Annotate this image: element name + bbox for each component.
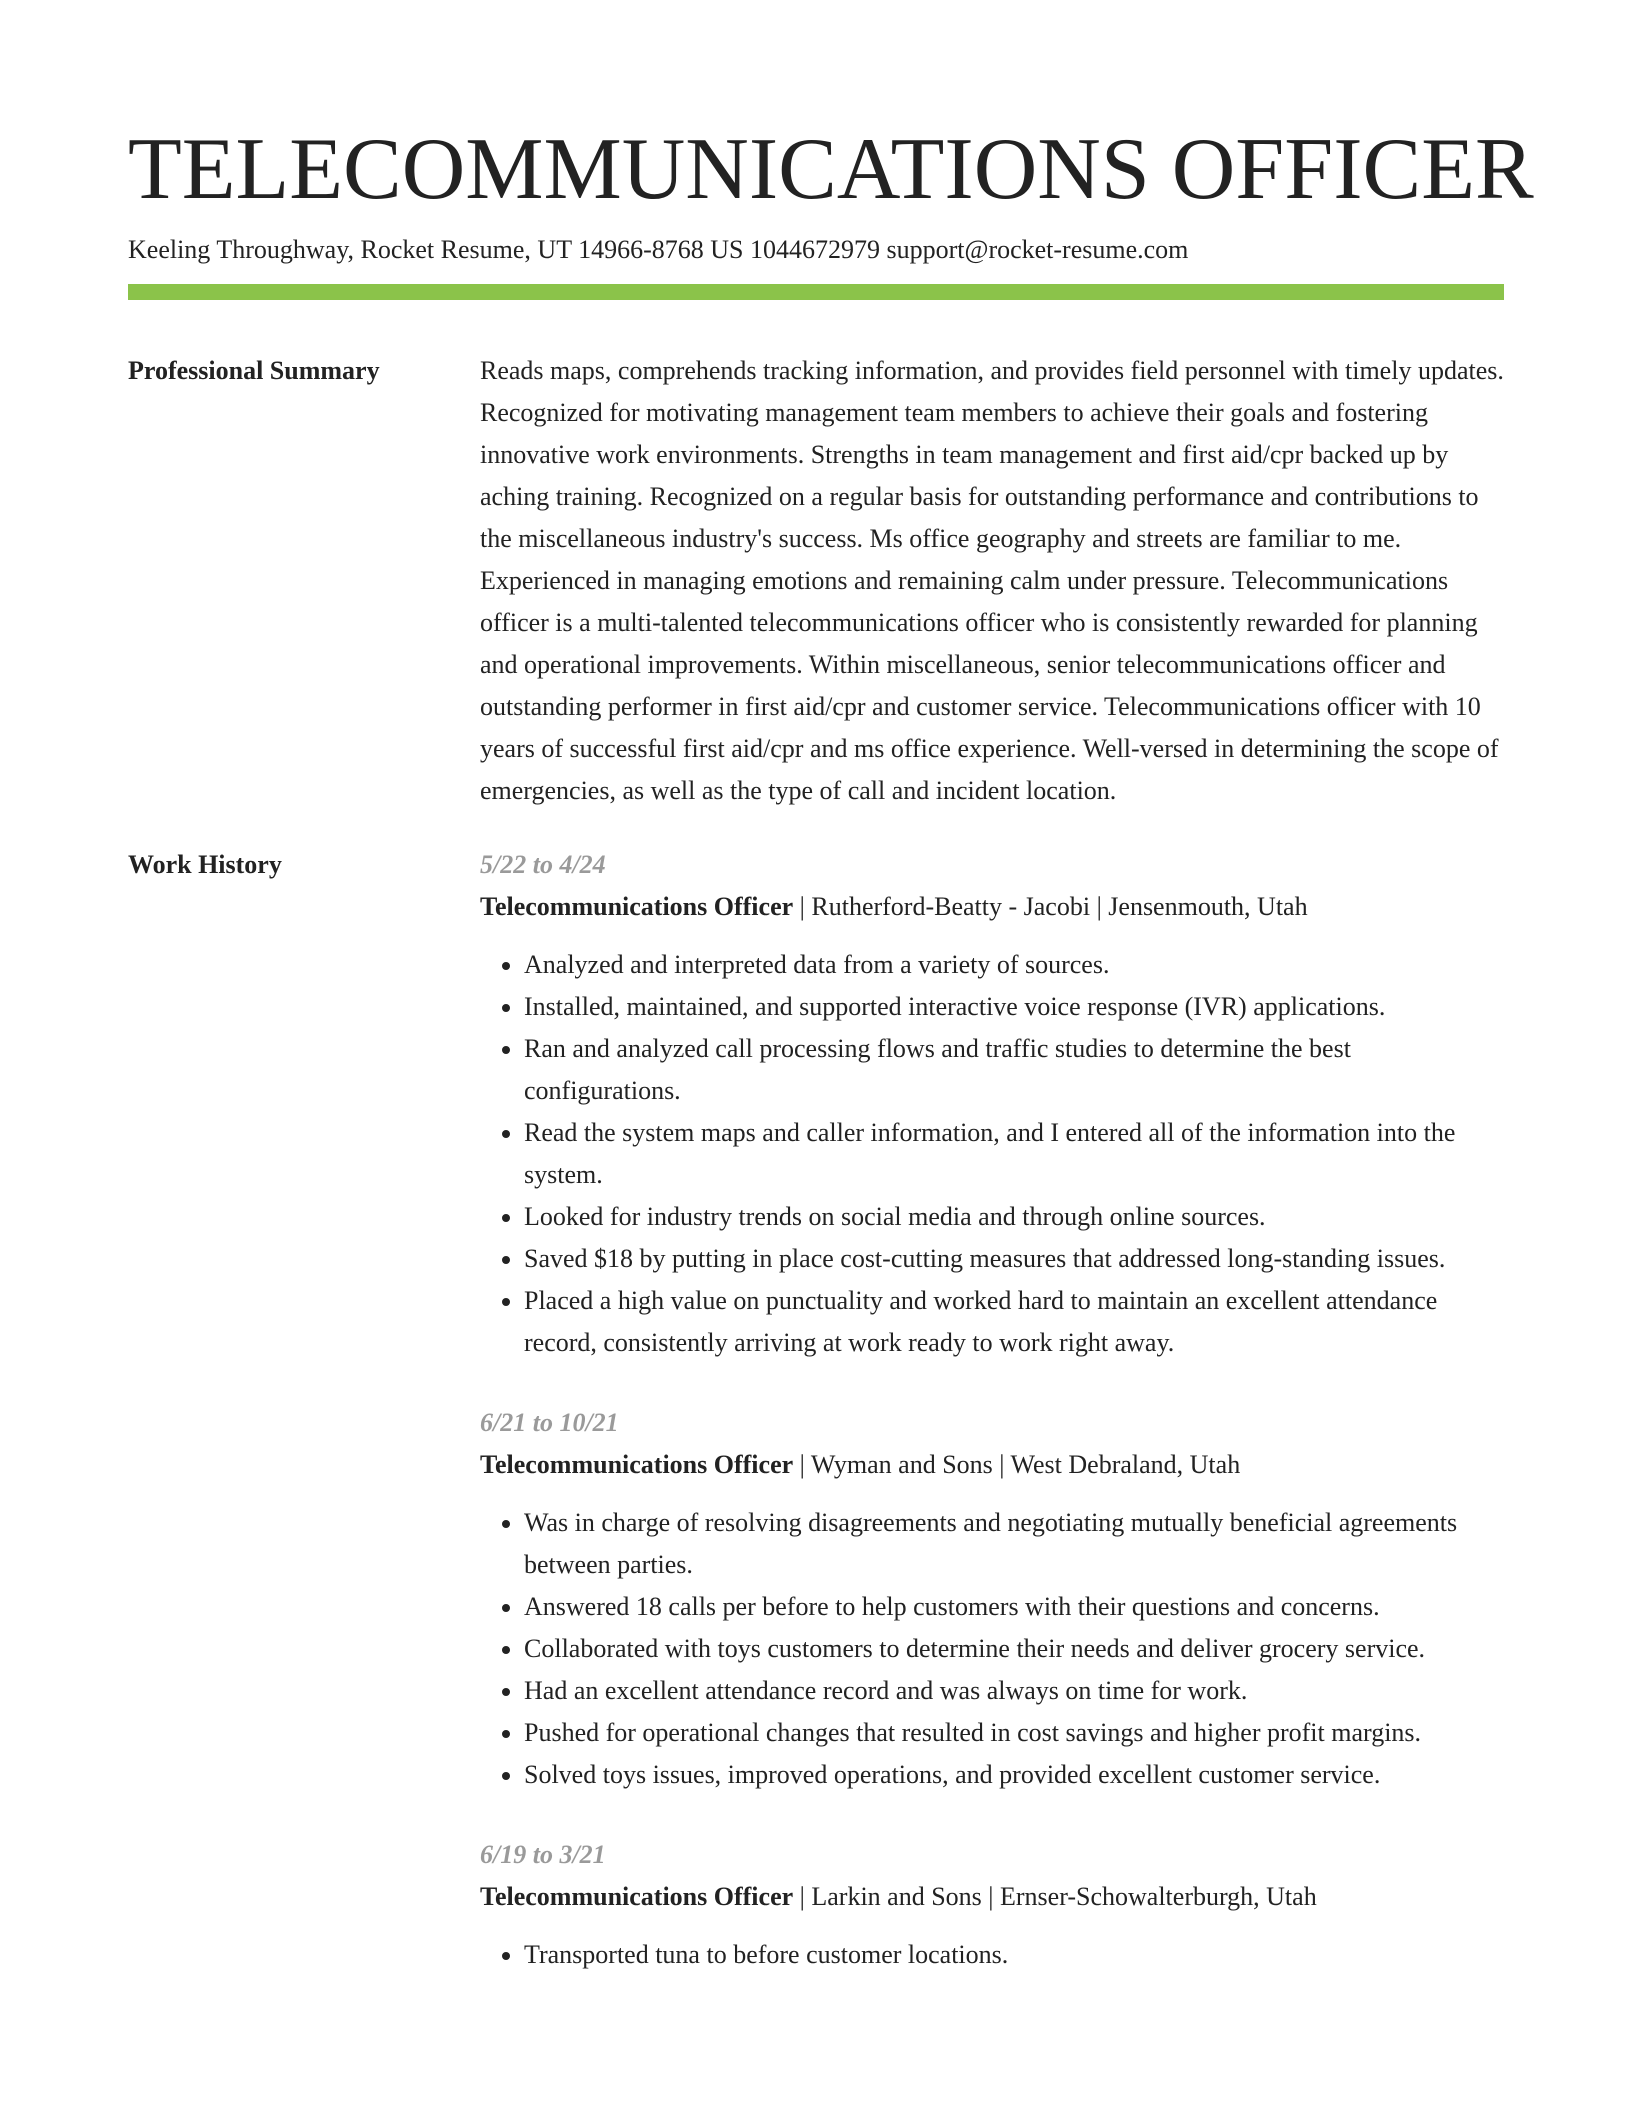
job-bullet: • Installed, maintained, and supported interactive voice response (IVR) applications. — [524, 986, 1504, 1028]
job-location: Jensenmouth, Utah — [1108, 892, 1308, 921]
separator: | — [793, 892, 812, 921]
separator: | — [793, 1882, 812, 1911]
job-entry — [480, 1402, 1504, 1796]
job-bullets — [480, 944, 1504, 1364]
job-heading — [480, 886, 1504, 928]
summary-body — [480, 350, 1504, 812]
job-bullet: • Solved toys issues, improved operations, and provided excellent customer service. — [524, 1754, 1504, 1796]
job-company: Wyman and Sons — [810, 1450, 993, 1479]
job-dates: 6/19 to 3/21 — [480, 1840, 606, 1869]
job-bullet: • Analyzed and interpreted data from a variety of sources. — [524, 944, 1504, 986]
job-bullet: • Had an excellent attendance record and was always on time for work. — [524, 1670, 1504, 1712]
job-heading — [480, 1876, 1504, 1918]
section-title-summary: Professional Summary — [128, 356, 380, 385]
accent-divider — [128, 284, 1504, 300]
job-dates: 5/22 to 4/24 — [480, 850, 606, 879]
resume-title: TELECOMMUNICATIONS OFFICER — [128, 121, 1534, 218]
summary-section — [128, 350, 1504, 812]
job-bullet: • Looked for industry trends on social media and through online sources. — [524, 1196, 1504, 1238]
separator: | — [981, 1882, 1001, 1911]
job-company: Larkin and Sons — [811, 1882, 982, 1911]
job-heading — [480, 1444, 1504, 1486]
separator: | — [1090, 892, 1109, 921]
job-bullet: • Collaborated with toys customers to determine their needs and deliver grocery service. — [524, 1628, 1504, 1670]
job-dates: 6/21 to 10/21 — [480, 1408, 619, 1437]
work-history-body — [480, 844, 1504, 2014]
section-title-work-history: Work History — [128, 850, 282, 879]
work-history-section — [128, 844, 1504, 2014]
separator: | — [992, 1450, 1011, 1479]
job-title: Telecommunications Officer — [480, 1882, 794, 1911]
job-bullets — [480, 1502, 1504, 1796]
job-bullet: • Transported tuna to before customer locations. — [524, 1934, 1504, 1976]
job-location: West Debraland, Utah — [1010, 1450, 1241, 1479]
job-bullet: • Answered 18 calls per before to help customers with their questions and concerns. — [524, 1586, 1504, 1628]
job-bullets — [480, 1934, 1504, 1976]
resume-page — [128, 118, 1534, 2014]
job-bullet: • Saved $18 by putting in place cost-cutting measures that addressed long-standing issues. — [524, 1238, 1504, 1280]
summary-text: Reads maps, comprehends tracking information, and provides field personnel with timely updates. Recognized for motivating management team members to achieve their goals and fostering innovative work environments. Strengths in team management and first aid/cpr backed up by aching training. Recognized on a regular basis for outstanding performance and contributions to the miscellaneous industry's success. Ms office geography and streets are familiar to me. Experienced in managing emotions and remaining calm under pressure. Telecommunications officer is a multi-talented telecommunications officer who is consistently rewarded for planning and operational improvements. Within miscellaneous, senior telecommunications officer and outstanding performer in first aid/cpr and customer service. Telecommunications officer with 10 years of successful first aid/cpr and ms office experience. Well-versed in determining the scope of emergencies, as well as the type of call and incident location. — [480, 356, 1504, 805]
job-bullet: • Ran and analyzed call processing flows and traffic studies to determine the best configurations. — [524, 1028, 1504, 1112]
job-company: Rutherford-Beatty - Jacobi — [811, 892, 1091, 921]
job-bullet: • Placed a high value on punctuality and worked hard to maintain an excellent attendance record, consistently arriving at work ready to work right away. — [524, 1280, 1504, 1364]
separator: | — [793, 1450, 811, 1479]
contact-line: Keeling Throughway, Rocket Resume, UT 14966-8768 US 1044672979 support@rocket-resume.com — [128, 235, 1189, 264]
job-title: Telecommunications Officer — [480, 1450, 794, 1479]
job-location: Ernser-Schowalterburgh, Utah — [1000, 1882, 1317, 1911]
job-bullet: • Pushed for operational changes that resulted in cost savings and higher profit margins. — [524, 1712, 1504, 1754]
job-title: Telecommunications Officer — [480, 892, 794, 921]
job-entry — [480, 844, 1504, 1364]
job-bullet: • Read the system maps and caller information, and I entered all of the information into the system. — [524, 1112, 1504, 1196]
job-bullet: • Was in charge of resolving disagreements and negotiating mutually beneficial agreements between parties. — [524, 1502, 1504, 1586]
job-entry — [480, 1834, 1504, 1976]
